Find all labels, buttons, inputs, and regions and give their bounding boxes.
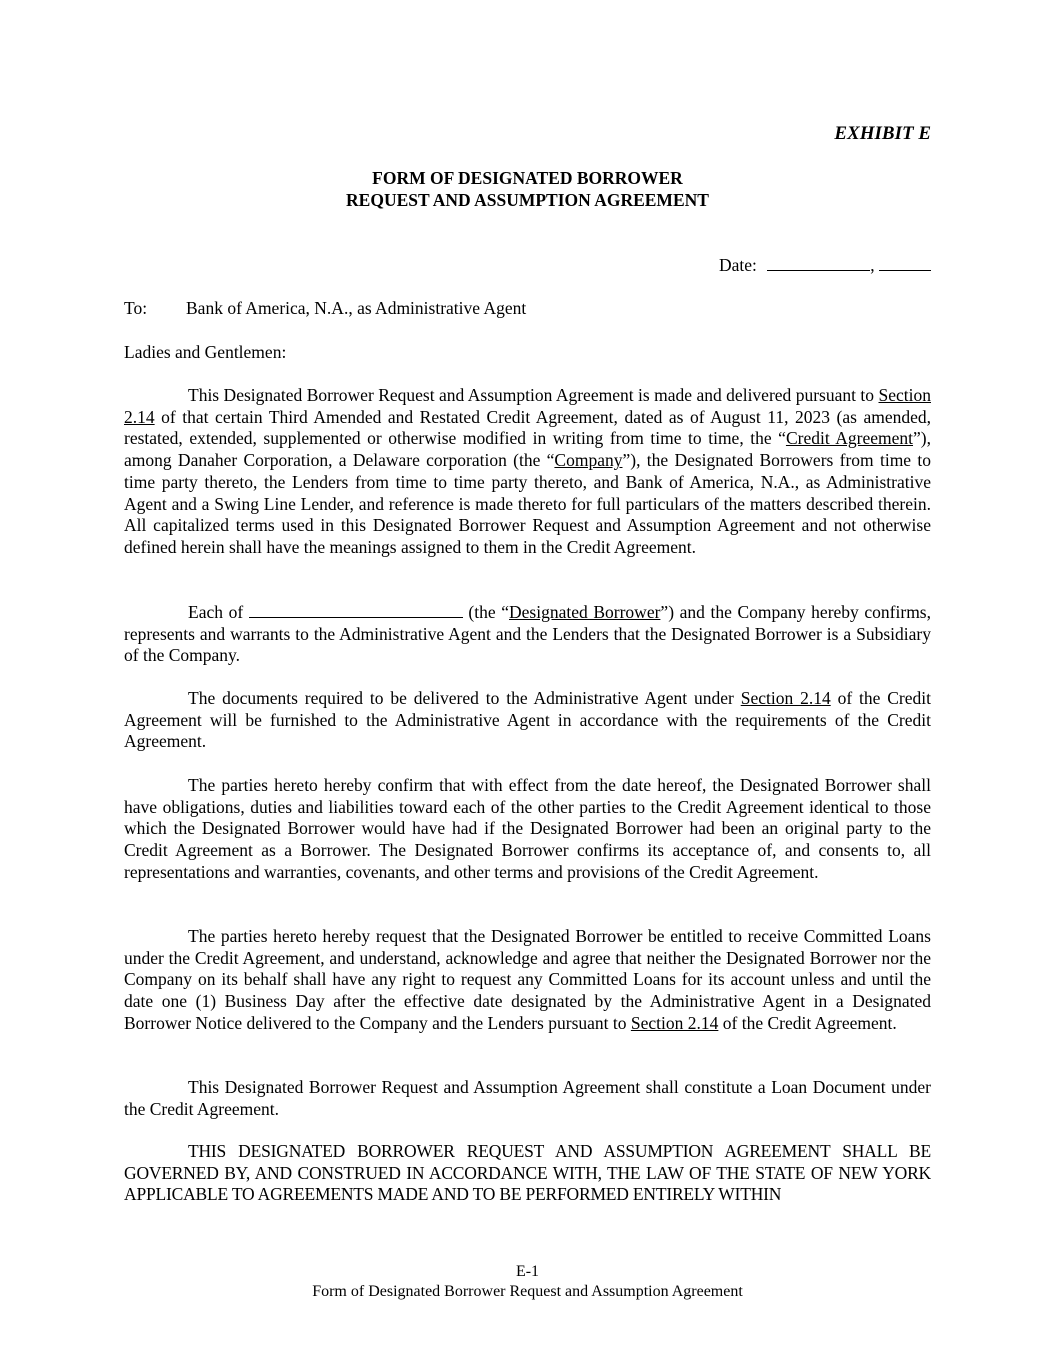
p3-text-2: of the Credit Agreement will be furnished to the Administrative Agent in accordance with the requirements of the Credit Agreement.: [124, 688, 931, 752]
paragraph-5: [124, 926, 931, 1035]
footer-caption: Form of Designated Borrower Request and Assumption Agreement: [312, 1283, 743, 1300]
exhibit-label: EXHIBIT E: [834, 123, 931, 144]
addressee-line: [124, 297, 526, 319]
p1-defined-term-credit-agreement: Credit Agreement: [785, 428, 914, 449]
designated-borrower-name-blank: [249, 602, 463, 618]
document-title: [124, 168, 931, 211]
p1-defined-term-company: Company: [554, 450, 623, 471]
date-year-blank: [879, 255, 931, 271]
p2-text-2: (the “: [462, 602, 510, 622]
p5-section-ref: Section 2.14: [630, 1012, 719, 1033]
p2-text-1: Each of: [188, 602, 249, 622]
p2-defined-term-designated-borrower: Designated Borrower: [509, 602, 661, 622]
addressee-value: Bank of America, N.A., as Administrative Agent: [186, 298, 527, 318]
p3-section-ref: Section 2.14: [740, 688, 831, 708]
footer-page-number: E-1: [515, 1263, 540, 1280]
paragraph-1: [124, 385, 931, 559]
p1-section-ref: Section 2.14: [124, 385, 931, 427]
p5-text-1: The parties hereto hereby request that the Designated Borrower be entitled to receive Committed Loans under the Credit Agreement, and understand, acknowledge and agree that neither the Designated Borrower nor the Company on its behalf shall have any right to request any Committed Loans for its account unless and until the date one (1) Business Day after the effective date designated by the Administrative Agent in a Designated Borrower Notice delivered to the Company and the Lenders pursuant to: [124, 926, 931, 1033]
title-line-1: FORM OF DESIGNATED BORROWER: [372, 168, 683, 188]
document-page: [124, 0, 931, 1365]
paragraph-3: [124, 688, 931, 753]
p1-text-1: This Designated Borrower Request and Assumption Agreement is made and delivered pursuant to: [188, 385, 879, 405]
p1-text-4: ”), the Designated Borrowers from time to time party thereto, the Lenders from time to time party thereto, and Bank of America, N.A., as Administrative Agent and a Swing Line Lender, and reference is made thereto for full particulars of the matters described therein. All capitalized terms used in this Designated Borrower Request and Assumption Agreement and not otherwise defined herein shall have the meanings assigned to them in the Credit Agreement.: [124, 450, 931, 557]
paragraph-4: The parties hereto hereby confirm that with effect from the date hereof, the Designated Borrower shall have obligations, duties and liabilities toward each of the other parties to the Credit Agreement identical to those which the Designated Borrower would have had if the Designated Borrower had been an original party to the Credit Agreement as a Borrower. The Designated Borrower confirms its acceptance of, and consents to, all representations and warranties, covenants, and other terms and provisions of the Credit Agreement.: [124, 775, 931, 882]
paragraph-7-governing-law: THIS DESIGNATED BORROWER REQUEST AND ASSUMPTION AGREEMENT SHALL BE GOVERNED BY, AND CONSTRUED IN ACCORDANCE WITH, THE LAW OF THE STATE OF NEW YORK APPLICABLE TO AGREEMENTS MADE AND TO BE PERFORMED ENTIRELY WITHIN: [124, 1141, 931, 1205]
date-label: Date:: [718, 255, 757, 275]
p1-text-2: of that certain Third Amended and Restated Credit Agreement, dated as of August 11, 2023 (as amended, restated, extended, supplemented or otherwise modified in writing from time to time, the “: [124, 406, 931, 449]
paragraph-2: [124, 602, 931, 667]
p5-text-2: of the Credit Agreement.: [718, 1012, 897, 1033]
title-line-2: REQUEST AND ASSUMPTION AGREEMENT: [346, 189, 709, 210]
p1-text-3: ”), among Danaher Corporation, a Delaware corporation (the “: [124, 428, 931, 471]
paragraph-6: This Designated Borrower Request and Assumption Agreement shall constitute a Loan Document under the Credit Agreement.: [124, 1077, 931, 1119]
salutation: Ladies and Gentlemen:: [124, 342, 287, 362]
p3-text-1: The documents required to be delivered to the Administrative Agent under: [188, 688, 741, 708]
addressee-label: To:: [124, 298, 148, 318]
date-month-day-blank: [767, 255, 870, 271]
date-separator: ,: [870, 255, 875, 275]
date-line: [719, 254, 931, 276]
p2-text-3: ”) and the Company hereby confirms, represents and warrants to the Administrative Agent and the Lenders that the Designated Borrower is a Subsidiary of the Company.: [124, 602, 931, 666]
